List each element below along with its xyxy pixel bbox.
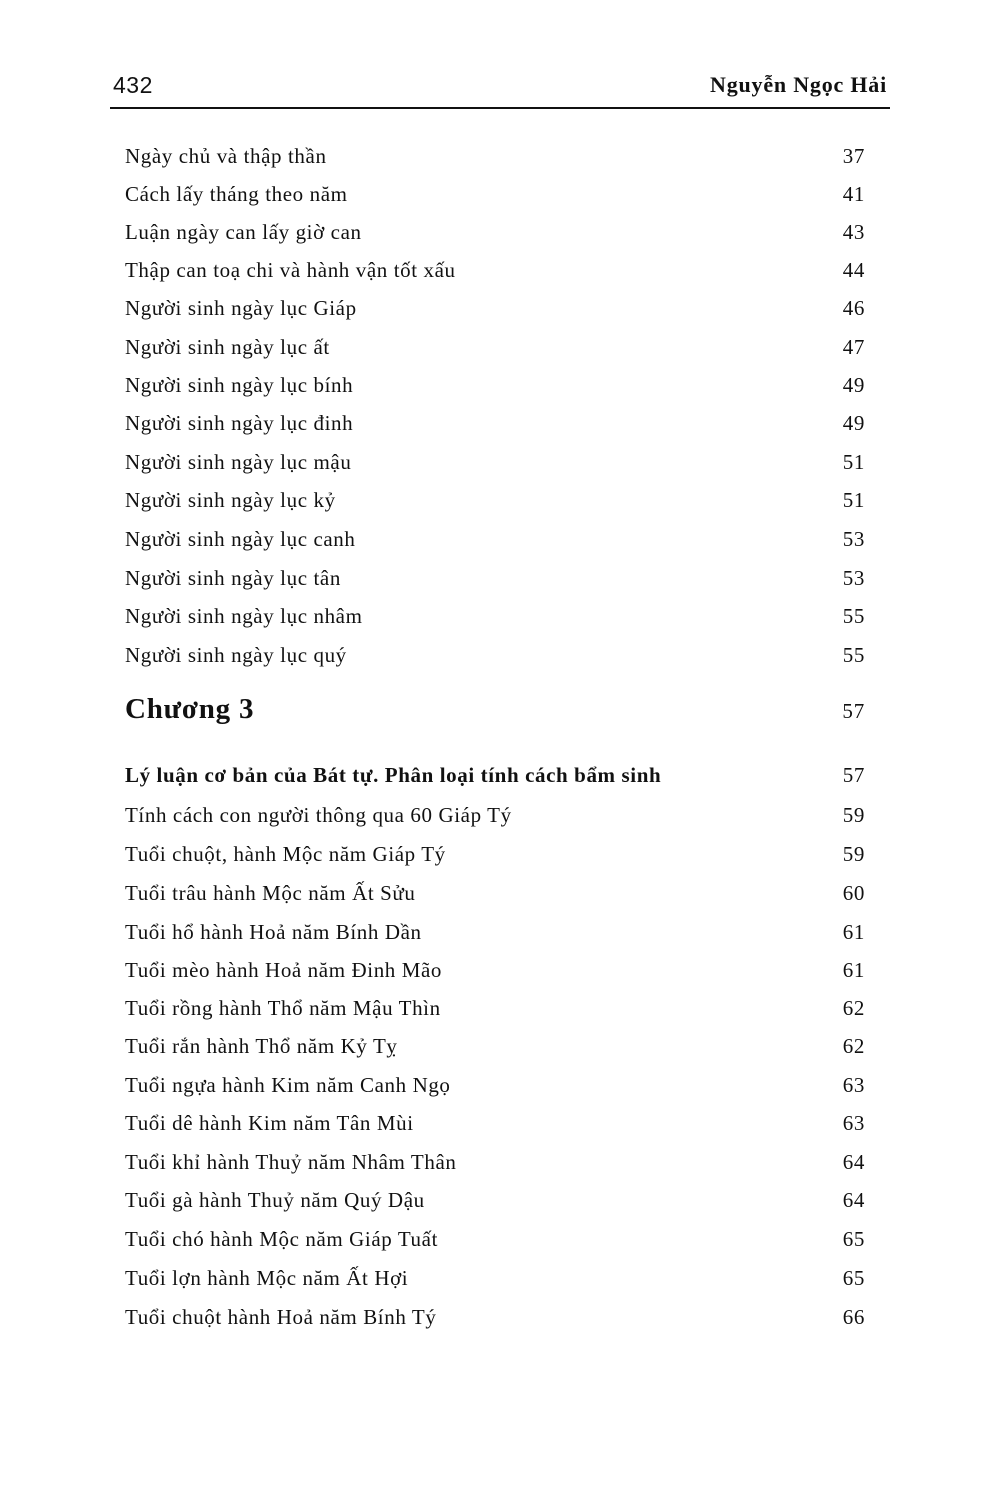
toc-entry [125, 255, 865, 285]
toc-entry-title: Cách lấy tháng theo năm [125, 182, 348, 206]
toc-entry-page: 65 [842, 1266, 865, 1290]
toc-entry-title: Tuổi chuột hành Hoả năm Bính Tý [125, 1305, 437, 1329]
toc-entry [125, 179, 865, 209]
toc-entry [125, 485, 865, 515]
toc-entry [125, 800, 865, 830]
toc-entry-title: Người sinh ngày lục tân [125, 566, 341, 590]
toc-entry-title: Người sinh ngày lục đinh [125, 411, 354, 435]
toc-entry [125, 141, 865, 171]
toc-entry-page: 55 [842, 604, 865, 628]
toc-entry-title: Lý luận cơ bản của Bát tự. Phân loại tính cách bẩm sinh [125, 763, 662, 787]
toc-entry [125, 993, 865, 1023]
toc-entry-title: Ngày chủ và thập thần [125, 144, 327, 168]
toc-entry-page: 62 [842, 996, 865, 1020]
toc-entry-page: 61 [842, 920, 865, 944]
toc-entry-title: Tuổi trâu hành Mộc năm Ất Sửu [125, 881, 416, 905]
toc-entry-page: 53 [842, 527, 865, 551]
toc-entry-page: 59 [842, 803, 865, 827]
toc-entry-title: Tuổi lợn hành Mộc năm Ất Hợi [125, 1266, 409, 1290]
toc-entry-title: Thập can toạ chi và hành vận tốt xấu [125, 258, 456, 282]
toc-entry-page: 64 [842, 1188, 865, 1212]
toc-entry [125, 955, 865, 985]
toc-entry-title: Tuổi dê hành Kim năm Tân Mùi [125, 1111, 414, 1135]
toc-entry-title: Tuổi ngựa hành Kim năm Canh Ngọ [125, 1073, 451, 1097]
toc-entry-title: Tuổi hổ hành Hoả năm Bính Dần [125, 920, 422, 944]
toc-entry [125, 1224, 865, 1254]
toc-entry-page: 63 [842, 1073, 865, 1097]
toc-entry [125, 563, 865, 593]
toc-entry-page: 43 [842, 220, 865, 244]
toc-entry [125, 917, 865, 947]
toc-entry-page: 62 [842, 1034, 865, 1058]
toc-entry-page: 44 [842, 258, 865, 282]
toc-entry-page: 59 [842, 842, 865, 866]
toc-entry-page: 47 [842, 335, 865, 359]
toc-entry-title: Người sinh ngày lục Giáp [125, 296, 357, 320]
running-head-author: Nguyễn Ngọc Hải [710, 72, 887, 97]
toc-entry-title: Tính cách con người thông qua 60 Giáp Tý [125, 803, 512, 827]
toc-entry-page: 51 [842, 450, 865, 474]
toc-entry [125, 839, 865, 869]
toc-entry [125, 332, 865, 362]
chapter-page: 57 [842, 699, 865, 723]
toc-entry-page: 55 [842, 643, 865, 667]
toc-entry-page: 61 [842, 958, 865, 982]
toc-entry [125, 601, 865, 631]
toc-entry-title: Tuổi chó hành Mộc năm Giáp Tuất [125, 1227, 438, 1251]
chapter-heading [125, 693, 865, 733]
toc-entry-page: 46 [842, 296, 865, 320]
toc-entry-page: 64 [842, 1150, 865, 1174]
toc-entry [125, 370, 865, 400]
toc-entry-page: 65 [842, 1227, 865, 1251]
toc-entry-title: Người sinh ngày lục nhâm [125, 604, 363, 628]
toc-entry-page: 63 [842, 1111, 865, 1135]
toc-entry-page: 37 [842, 144, 865, 168]
toc-entry [125, 640, 865, 670]
toc-entry [125, 1031, 865, 1061]
toc-entry [125, 217, 865, 247]
toc-entry-page: 51 [842, 488, 865, 512]
toc-entry-title: Người sinh ngày lục mậu [125, 450, 352, 474]
page-number: 432 [113, 72, 153, 98]
toc-entry [125, 447, 865, 477]
toc-entry [125, 1185, 865, 1215]
toc-entry-page: 66 [842, 1305, 865, 1329]
toc-entry [125, 878, 865, 908]
toc-entry-page: 57 [842, 763, 865, 787]
toc-entry [125, 1070, 865, 1100]
toc-entry-title: Tuổi rắn hành Thổ năm Kỷ Tỵ [125, 1034, 398, 1058]
toc-entry [125, 1147, 865, 1177]
toc-entry-page: 49 [842, 411, 865, 435]
toc-entry-title: Tuổi rồng hành Thổ năm Mậu Thìn [125, 996, 441, 1020]
toc-entry-title: Tuổi chuột, hành Mộc năm Giáp Tý [125, 842, 446, 866]
toc-entry-page: 41 [842, 182, 865, 206]
toc-entry [125, 524, 865, 554]
toc-entry [125, 760, 865, 790]
toc-entry-title: Người sinh ngày lục quý [125, 643, 347, 667]
toc-entry-page: 49 [842, 373, 865, 397]
toc-entry [125, 1263, 865, 1293]
toc-entry [125, 293, 865, 323]
toc-entry [125, 408, 865, 438]
toc-entry [125, 1302, 865, 1332]
chapter-title: Chương 3 [125, 693, 255, 725]
toc-entry-title: Luận ngày can lấy giờ can [125, 220, 362, 244]
toc-entry-title: Người sinh ngày lục ất [125, 335, 330, 359]
toc-entry-title: Người sinh ngày lục bính [125, 373, 354, 397]
toc-entry-title: Tuổi khỉ hành Thuỷ năm Nhâm Thân [125, 1150, 457, 1174]
toc-entry-page: 53 [842, 566, 865, 590]
toc-entry-title: Người sinh ngày lục canh [125, 527, 356, 551]
toc-entry [125, 1108, 865, 1138]
toc-entry-title: Người sinh ngày lục kỷ [125, 488, 336, 512]
toc-entry-page: 60 [842, 881, 865, 905]
header-rule [110, 107, 890, 109]
toc-entry-title: Tuổi gà hành Thuỷ năm Quý Dậu [125, 1188, 425, 1212]
toc-entry-title: Tuổi mèo hành Hoả năm Đinh Mão [125, 958, 443, 982]
